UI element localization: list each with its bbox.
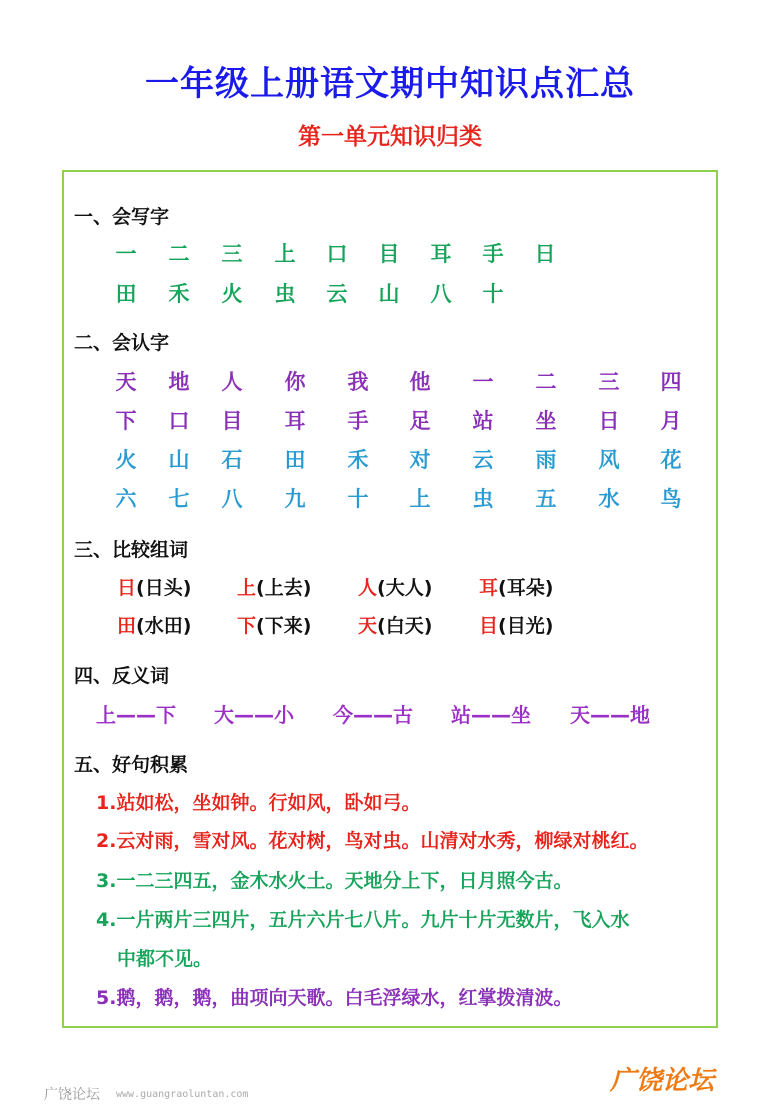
char: 五 bbox=[535, 487, 557, 511]
char: 足 bbox=[409, 409, 431, 433]
antonym-pair: 站——坐 bbox=[451, 703, 531, 727]
char: 目 bbox=[221, 409, 243, 433]
char: 禾 bbox=[347, 448, 369, 472]
page-title: 一年级上册语文期中知识点汇总 bbox=[145, 64, 635, 104]
char: 禾 bbox=[168, 282, 190, 306]
char: 日 bbox=[598, 409, 620, 433]
char: 十 bbox=[347, 487, 369, 511]
antonym-pair: 大——小 bbox=[214, 703, 294, 727]
char: 手 bbox=[347, 409, 369, 433]
char: 四 bbox=[660, 370, 682, 394]
char: 虫 bbox=[472, 487, 494, 511]
char: 上 bbox=[409, 487, 431, 511]
compare-pair: 上(上去) bbox=[237, 577, 312, 599]
page-subtitle: 第一单元知识归类 bbox=[298, 124, 482, 150]
sentence-4: 4.一片两片三四片，五片六片七八片。九片十片无数片，飞入水 bbox=[96, 909, 630, 931]
char: 云 bbox=[472, 448, 494, 472]
char: 火 bbox=[221, 282, 243, 306]
sentence-1: 1.站如松，坐如钟。行如风，卧如弓。 bbox=[96, 792, 421, 814]
char: 石 bbox=[221, 448, 243, 472]
char: 地 bbox=[168, 370, 190, 394]
char: 你 bbox=[284, 370, 306, 394]
char: 目 bbox=[378, 242, 400, 266]
char: 月 bbox=[660, 409, 682, 433]
char: 我 bbox=[347, 370, 369, 394]
section-heading-recognize: 二、会认字 bbox=[74, 332, 170, 354]
char: 站 bbox=[472, 409, 494, 433]
compare-pair: 下(下来) bbox=[237, 615, 312, 637]
char: 云 bbox=[326, 282, 348, 306]
antonym-pair: 天——地 bbox=[570, 703, 650, 727]
char: 日 bbox=[534, 242, 556, 266]
char: 上 bbox=[274, 242, 296, 266]
char: 九 bbox=[284, 487, 306, 511]
logo: 广饶论坛 bbox=[610, 1066, 715, 1096]
section-heading-sentences: 五、好句积累 bbox=[74, 754, 189, 776]
compare-pair: 目(目光) bbox=[479, 615, 554, 637]
compare-pair: 人(大人) bbox=[358, 577, 433, 599]
char: 虫 bbox=[274, 282, 296, 306]
char: 对 bbox=[409, 448, 431, 472]
char: 八 bbox=[430, 282, 452, 306]
char: 田 bbox=[115, 282, 137, 306]
char: 坐 bbox=[535, 409, 557, 433]
char: 一 bbox=[115, 242, 137, 266]
char: 鸟 bbox=[660, 487, 682, 511]
char: 耳 bbox=[430, 242, 452, 266]
sentence-5: 5.鹅，鹅，鹅，曲项向天歌。白毛浮绿水，红掌拨清波。 bbox=[96, 987, 573, 1009]
compare-pair: 耳(耳朵) bbox=[479, 577, 554, 599]
char: 三 bbox=[221, 242, 243, 266]
compare-pair: 日(日头) bbox=[117, 577, 192, 599]
antonym-pair: 上——下 bbox=[96, 703, 176, 727]
char: 十 bbox=[482, 282, 504, 306]
sentence-3: 3.一二三四五，金木水火土。天地分上下，日月照今古。 bbox=[96, 870, 573, 892]
compare-pair: 田(水田) bbox=[117, 615, 192, 637]
char: 二 bbox=[535, 370, 557, 394]
footer-site-name: 广饶论坛 bbox=[44, 1087, 100, 1103]
sentence-2: 2.云对雨，雪对风。花对树，鸟对虫。山清对水秀，柳绿对桃红。 bbox=[96, 830, 649, 852]
char: 六 bbox=[115, 487, 137, 511]
char: 山 bbox=[168, 448, 190, 472]
char: 一 bbox=[472, 370, 494, 394]
section-heading-antonyms: 四、反义词 bbox=[74, 665, 170, 687]
char: 水 bbox=[598, 487, 620, 511]
char: 口 bbox=[168, 409, 190, 433]
section-heading-compare: 三、比较组词 bbox=[74, 539, 189, 561]
section-heading-write: 一、会写字 bbox=[74, 206, 170, 228]
char: 山 bbox=[378, 282, 400, 306]
char: 下 bbox=[115, 409, 137, 433]
antonym-pair: 今——古 bbox=[333, 703, 413, 727]
char: 耳 bbox=[284, 409, 306, 433]
char: 二 bbox=[168, 242, 190, 266]
char: 手 bbox=[482, 242, 504, 266]
char: 人 bbox=[221, 370, 243, 394]
char: 火 bbox=[115, 448, 137, 472]
char: 他 bbox=[409, 370, 431, 394]
char: 三 bbox=[598, 370, 620, 394]
char: 口 bbox=[326, 242, 348, 266]
char: 风 bbox=[598, 448, 620, 472]
char: 八 bbox=[221, 487, 243, 511]
char: 花 bbox=[660, 448, 682, 472]
char: 天 bbox=[115, 370, 137, 394]
char: 雨 bbox=[535, 448, 557, 472]
char: 田 bbox=[284, 448, 306, 472]
char: 七 bbox=[168, 487, 190, 511]
footer-url[interactable]: www.guangraoluntan.com bbox=[116, 1089, 249, 1100]
compare-pair: 天(白天) bbox=[358, 615, 433, 637]
sentence-4-cont: 中都不见。 bbox=[117, 948, 213, 970]
